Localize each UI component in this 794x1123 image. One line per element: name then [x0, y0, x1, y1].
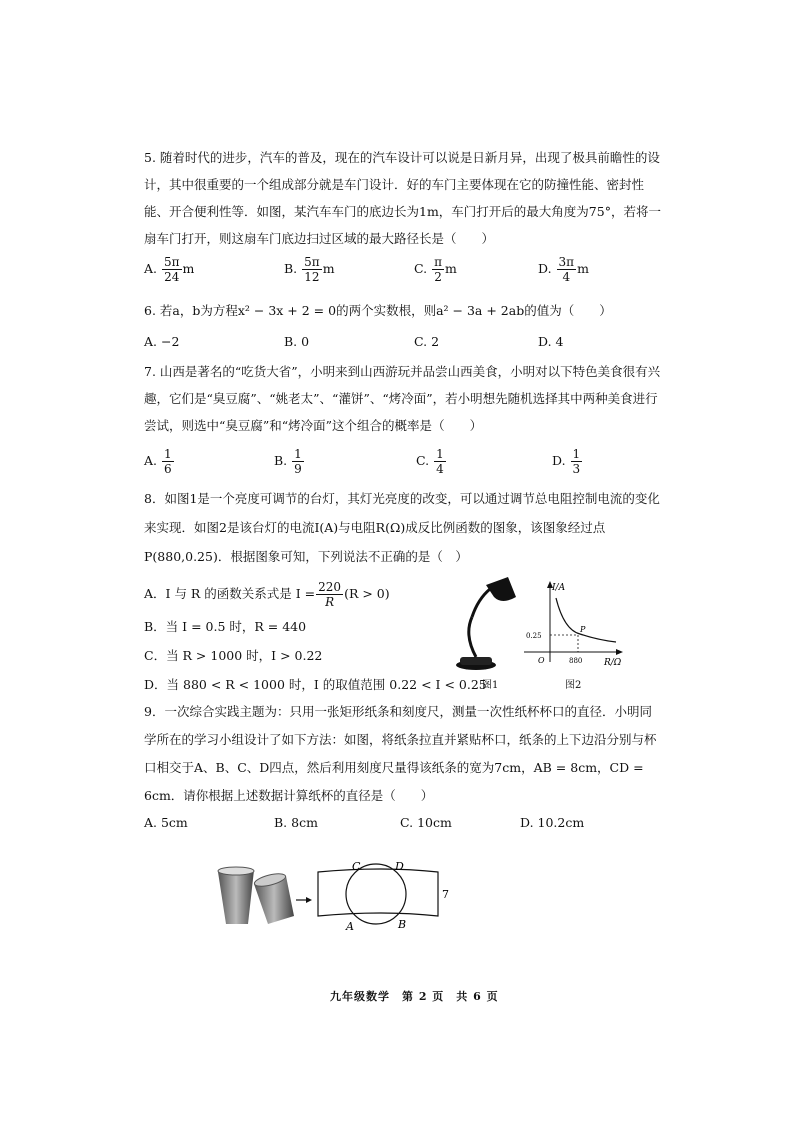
q5-option-b[interactable]	[284, 255, 335, 284]
inverse-function-graph	[520, 578, 628, 673]
paper-strip	[318, 869, 438, 916]
q8-option-c[interactable]: C．当 R > 1000 时，I > 0.22	[144, 648, 323, 663]
y-tick-label: 0.25	[526, 632, 542, 640]
y-axis-label: I/A	[552, 583, 566, 593]
cup-left	[218, 870, 254, 924]
option-letter: A.	[144, 261, 158, 276]
x-axis-arrow	[616, 649, 623, 655]
q9-stem: 9．一次综合实践主题为：只用一张矩形纸条和刻度尺，测量一次性纸杯杯口的直径．小明同学所在的学习小组设计了如下方法：如图，将纸条拉直并紧贴杯口，纸条的上下边沿分别与杯口相交于A、B、C、D四点，然后利用刻度尺量得该纸条的宽为7cm，AB = 8cm，CD = 6cm．请你根据上述数据计算纸杯的直径是（ ）	[144, 704, 657, 803]
numerator: 5π	[164, 255, 180, 269]
fig2-caption: 图2	[565, 680, 582, 691]
denominator: 2	[434, 270, 442, 284]
numerator: 3π	[558, 255, 575, 269]
fig1-caption: 图1	[482, 680, 499, 691]
unit: m	[182, 261, 195, 276]
q5-option-c[interactable]	[414, 255, 457, 284]
q8-option-b[interactable]: B．当 I = 0.5 时，R = 440	[144, 619, 307, 634]
q5-stem: 5. 随着时代的进步，汽车的普及，现在的汽车设计可以说是日新月异，出现了极具前瞻性的设计，其中很重要的一个组成部分就是车门设计．好的车门主要体现在它的防撞性能、密封性能、开合便利性等．如图，某汽车车门的底边长为1m，车门打开后的最大角度为75°，若将一扇车门打开，则这扇车门底边扫过区域的最大路径长是（ ）	[144, 150, 661, 246]
denominator: 6	[164, 462, 172, 476]
q5-option-d[interactable]	[538, 255, 589, 284]
numerator: π	[434, 255, 442, 269]
q6-option-d[interactable]: D. 4	[538, 334, 564, 349]
numerator: 220	[318, 580, 342, 594]
label-d: D	[395, 860, 404, 873]
lamp-shade	[486, 577, 516, 601]
denominator: R	[325, 595, 335, 609]
fraction	[292, 447, 304, 476]
unit: m	[577, 261, 589, 276]
fraction	[571, 447, 583, 476]
option-letter: A.	[144, 453, 158, 468]
q7-option-c[interactable]	[416, 447, 447, 476]
fraction	[432, 255, 444, 284]
option-text: A．I 与 R 的函数关系式是 I =	[144, 586, 316, 601]
numerator: 5π	[304, 255, 320, 269]
option-letter: B.	[274, 453, 288, 468]
q8-stem: 8．如图1是一个亮度可调节的台灯，其灯光亮度的改变，可以通过调节总电阻控制电流的变化来实现．如图2是该台灯的电流I(A)与电阻R(Ω)成反比例函数的图象，该图象经过点P(880,0.25)．根据图象可知，下列说法不正确的是（ ）	[144, 491, 660, 564]
q9-option-d[interactable]: D. 10.2cm	[520, 815, 585, 830]
fraction	[162, 447, 174, 476]
origin-label: O	[538, 656, 545, 665]
q9-option-a[interactable]: A. 5cm	[144, 815, 188, 830]
unit: m	[322, 261, 335, 276]
q7-stem: 7. 山西是著名的“吃货大省”，小明来到山西游玩并品尝山西美食，小明对以下特色美食很有兴趣，它们是“臭豆腐”、“姚老太”、“灌饼”、“烤冷面”，若小明想先随机选择其中两种美食进行尝试，则选中“臭豆腐”和“烤冷面”这个组合的概率是（ ）	[144, 364, 661, 433]
x-tick-label: 880	[569, 657, 583, 665]
numerator: 1	[294, 447, 302, 461]
label-b: B	[398, 918, 407, 931]
x-axis-label: R/Ω	[604, 658, 622, 668]
numerator: 1	[436, 447, 444, 461]
q5-option-a[interactable]	[144, 255, 194, 284]
denominator: 12	[304, 270, 320, 284]
fraction	[557, 255, 577, 284]
numerator: 1	[164, 447, 172, 461]
cup-left-rim	[218, 867, 254, 875]
q9-option-c[interactable]: C. 10cm	[400, 815, 452, 830]
fraction	[302, 255, 322, 284]
q8-option-d[interactable]: D．当 880 < R < 1000 时，I 的取值范围 0.22 < I < 0.25	[144, 677, 487, 692]
q9-option-b[interactable]: B. 8cm	[274, 815, 318, 830]
label-a: A	[346, 920, 354, 933]
q7-option-b[interactable]	[274, 447, 305, 476]
q6-stem: 6. 若a，b为方程x² − 3x + 2 = 0的两个实数根，则a² − 3a + 2ab的值为（ ）	[144, 303, 612, 318]
label-c: C	[352, 860, 361, 873]
denominator: 4	[436, 462, 444, 476]
option-text: (R > 0)	[344, 586, 390, 601]
denominator: 3	[572, 462, 581, 476]
denominator: 24	[164, 270, 180, 284]
hyperbola-curve	[556, 598, 616, 642]
lamp-arm-lower	[469, 617, 476, 657]
option-letter: C.	[416, 453, 430, 468]
q6-option-c[interactable]: C. 2	[414, 334, 440, 349]
lamp-arm-upper	[472, 589, 490, 617]
fraction	[162, 255, 182, 284]
q7-option-a[interactable]	[144, 447, 175, 476]
desk-lamp-figure	[450, 575, 525, 675]
option-letter: C.	[414, 261, 428, 276]
denominator: 4	[562, 270, 571, 284]
fraction	[316, 580, 343, 609]
point-p-label: P	[580, 625, 586, 634]
option-letter: D.	[538, 261, 552, 276]
q7-option-d[interactable]	[552, 447, 583, 476]
option-letter: B.	[284, 261, 298, 276]
denominator: 9	[294, 462, 302, 476]
page-footer: 九年级数学 第 2 页 共 6 页	[330, 990, 499, 1003]
q8-option-a[interactable]	[144, 580, 390, 609]
q6-option-a[interactable]: A. −2	[144, 334, 180, 349]
strip-circle-figure	[312, 858, 462, 938]
cup-rim-circle	[346, 864, 406, 924]
unit: m	[444, 261, 457, 276]
numerator: 1	[572, 447, 581, 461]
fraction	[434, 447, 446, 476]
q6-option-b[interactable]: B. 0	[284, 334, 310, 349]
lamp-base-top	[460, 657, 492, 665]
paper-cups-figure	[212, 862, 312, 932]
label-width: 7	[442, 888, 449, 901]
option-letter: D.	[552, 453, 566, 468]
